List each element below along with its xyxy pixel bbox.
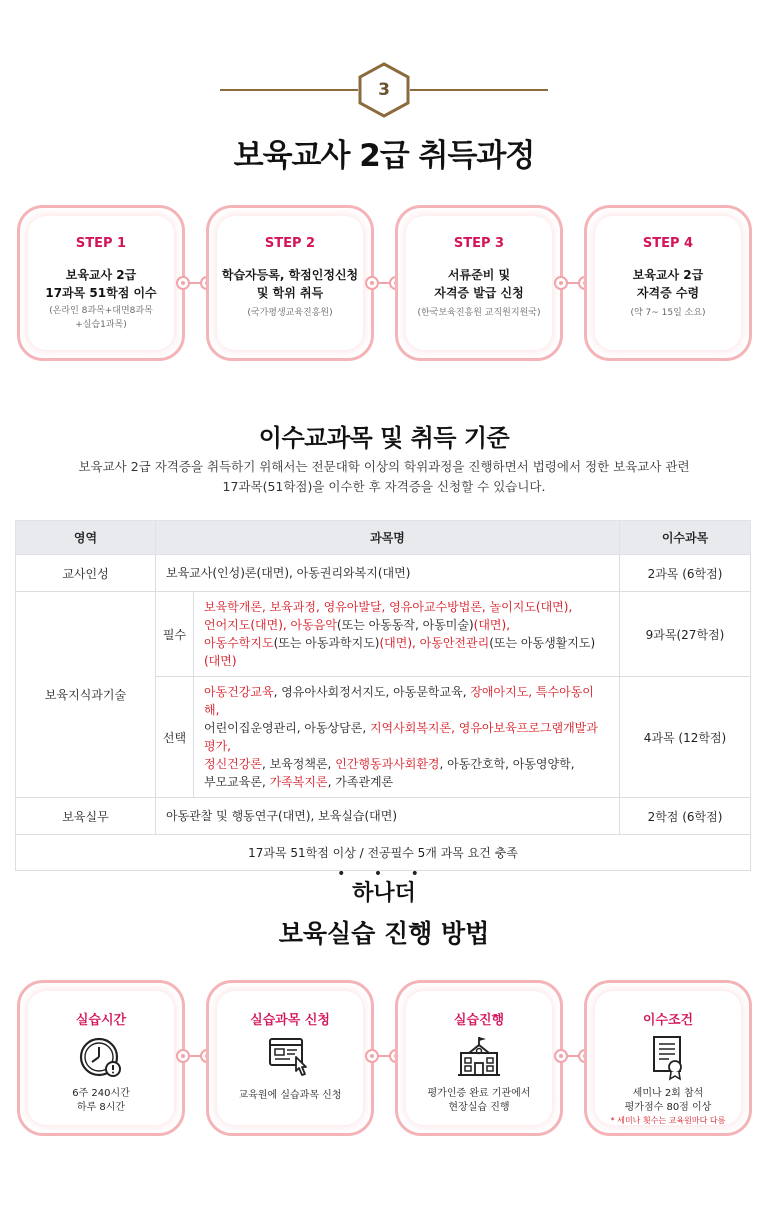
card-head: 실습시간 (75, 1013, 127, 1028)
card-text: 평가인증 완료 기관에서 현장실습 진행 (427, 1088, 531, 1113)
step-sub: (국가평생교육진흥원) (247, 308, 333, 318)
practice-title: 보육실습 진행 방법 (278, 919, 490, 948)
table-row (16, 592, 751, 677)
criteria-title: 이수교과목 및 취득 기준 (258, 424, 510, 452)
course-table (15, 520, 751, 871)
school-building-icon (455, 1033, 503, 1081)
card-text: 교육원에 실습과목 신청 (238, 1090, 342, 1101)
step-label: STEP 3 (453, 236, 505, 251)
step-label: STEP 4 (642, 236, 694, 251)
steps-row (0, 205, 768, 363)
practice-card-condition (584, 980, 752, 1136)
card-text: 세미나 2회 참석 평가점수 80점 이상 (624, 1088, 712, 1113)
step-sub: (온라인 8과목+대면8과목 +실습1과목) (49, 306, 153, 330)
step-label: STEP 1 (75, 236, 127, 251)
credit-cell: 9과목(27학점) (620, 592, 751, 677)
section-number: 3 (378, 80, 390, 100)
step-main: 보육교사 2급 17과목 51학점 이수 (45, 268, 157, 300)
table-row (16, 798, 751, 835)
subjects-cell: 보육학개론, 보육과정, 영유아발달, 영유아교수방법론, 놀이지도(대면), 언어지도(대면), 아동음악(또는 아동동작, 아동미술)(대면), 아동수학지도(또는 아동과학지도)(대면), 아동안전관리(또는 아동생활지도)(대면) (194, 592, 620, 677)
practice-subtitle: 하나더 (352, 881, 416, 906)
header-credit: 이수과목 (620, 521, 751, 555)
area-cell: 교사인성 (16, 555, 156, 592)
area-cell: 보육지식과기술 (16, 592, 156, 798)
practice-row (0, 980, 768, 1138)
subjects-cell: 아동관찰 및 행동연구(대면), 보육실습(대면) (156, 798, 620, 835)
step-card-3 (395, 205, 563, 361)
web-click-icon (266, 1033, 314, 1081)
card-note: * 세미나 횟수는 교육원마다 다름 (610, 1116, 726, 1125)
step-main: 보육교사 2급 자격증 수령 (632, 268, 704, 300)
header-subject: 과목명 (156, 521, 620, 555)
area-cell: 보육실무 (16, 798, 156, 835)
sub-area-cell: 선택 (156, 677, 194, 798)
divider-right (410, 89, 548, 91)
step-main: 학습자등록, 학점인정신청 및 학위 취득 (221, 268, 359, 300)
step-sub: (한국보육진흥원 교직원지원국) (417, 308, 541, 318)
step-card-1 (17, 205, 185, 361)
page-title: 보육교사 2급 취득과정 (233, 138, 535, 174)
divider-left (220, 89, 358, 91)
subjects-cell: 아동건강교육, 영유아사회정서지도, 아동문학교육, 장애아지도, 특수아동이해, 어린이집운영관리, 아동상담론, 지역사회복지론, 영유아보육프로그램개발과평가, 정신건강론, 보육정책론, 인간행동과사회환경, 아동간호학, 아동영양학, 부모교육론, 가족복지론, 가족관계론 (194, 677, 620, 798)
section-badge (0, 60, 768, 120)
emphasis-dots: • • • (337, 866, 431, 882)
clock-alert-icon (77, 1033, 125, 1081)
step-main: 서류준비 및 자격증 발급 신청 (434, 268, 524, 300)
card-head: 실습진행 (453, 1013, 505, 1028)
practice-card-progress (395, 980, 563, 1136)
card-head: 이수조건 (642, 1013, 694, 1028)
credit-cell: 4과목 (12학점) (620, 677, 751, 798)
practice-card-apply (206, 980, 374, 1136)
step-card-4 (584, 205, 752, 361)
sub-area-cell: 필수 (156, 592, 194, 677)
step-label: STEP 2 (264, 236, 316, 251)
step-sub: (약 7~ 15일 소요) (630, 308, 706, 318)
header-area: 영역 (16, 521, 156, 555)
certificate-icon (644, 1033, 692, 1081)
summary-cell: 17과목 51학점 이상 / 전공필수 5개 과목 요건 충족 (16, 835, 751, 871)
card-text: 6주 240시간 하루 8시간 (72, 1088, 130, 1113)
practice-card-hours (17, 980, 185, 1136)
criteria-description: 보육교사 2급 자격증을 취득하기 위해서는 전문대학 이상의 학위과정을 진행하면서 법령에서 정한 보육교사 관련 17과목(51학점)을 이수한 후 자격증을 신청할 수 있습니다. (78, 459, 690, 494)
step-card-2 (206, 205, 374, 361)
credit-cell: 2학점 (6학점) (620, 798, 751, 835)
subjects-cell: 보육교사(인성)론(대면), 아동권리와복지(대면) (156, 555, 620, 592)
card-head: 실습과목 신청 (250, 1013, 330, 1028)
credit-cell: 2과목 (6학점) (620, 555, 751, 592)
table-row (16, 555, 751, 592)
